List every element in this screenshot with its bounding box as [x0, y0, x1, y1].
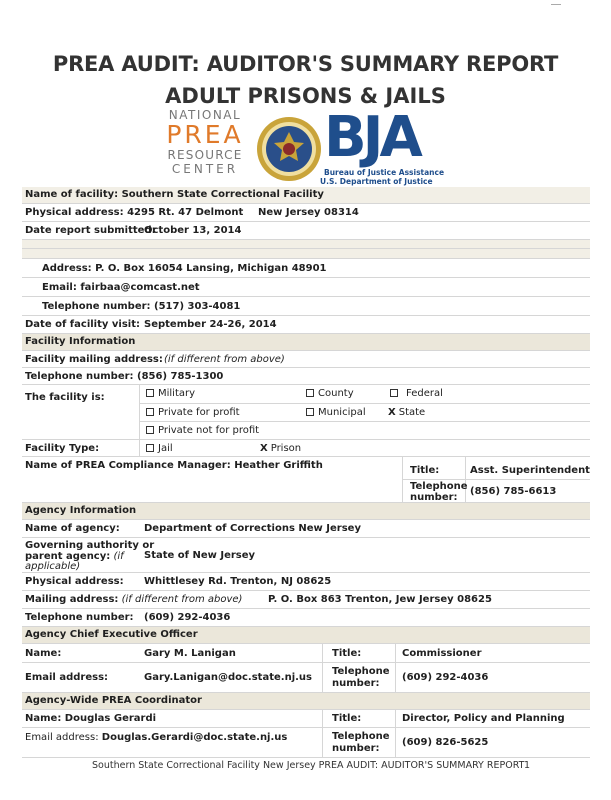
- governing-label-3: applicable): [25, 561, 81, 572]
- manager-telephone-label-1: Telephone: [410, 481, 468, 492]
- ceo-title-label: Title:: [332, 648, 362, 659]
- agency-mailing-label: Mailing address:: [25, 594, 119, 605]
- ceo-header: [22, 627, 590, 644]
- coordinator-title-label: Title:: [332, 713, 362, 724]
- agency-telephone-label: Telephone number:: [25, 612, 134, 623]
- coordinator-telephone-label-2: number:: [332, 743, 380, 754]
- auditor-email-row: [22, 278, 590, 297]
- option-federal[interactable]: [390, 388, 443, 399]
- nprc-logo: [160, 109, 250, 175]
- agency-telephone-row: [22, 609, 590, 627]
- bja-logo-sub1: Bureau of Justice Assistance: [324, 168, 445, 177]
- coordinator-title: Agency-Wide PREA Coordinator: [25, 695, 202, 706]
- coordinator-telephone-label-1: Telephone: [332, 731, 390, 742]
- facility-type-label: Facility Type:: [25, 443, 100, 454]
- summary-form: [22, 187, 590, 758]
- agency-telephone-value: (609) 292-4036: [144, 612, 231, 623]
- checkbox-icon: [146, 389, 154, 397]
- option-state-mark: X: [388, 407, 396, 418]
- ceo-telephone-value: (609) 292-4036: [402, 672, 489, 683]
- date-submitted-row: [22, 222, 590, 240]
- checkbox-icon: [146, 444, 154, 452]
- nprc-logo-line1: NATIONAL: [168, 108, 242, 122]
- auditor-telephone-row: [22, 297, 590, 316]
- facility-mailing-label: Facility mailing address:: [25, 354, 163, 365]
- facility-info-header: [22, 334, 590, 351]
- coordinator-name: Name: Douglas Gerardi: [25, 713, 157, 724]
- option-military[interactable]: [146, 388, 195, 399]
- agency-mailing-value: P. O. Box 863 Trenton, Jew Jersey 08625: [268, 594, 492, 605]
- ceo-telephone-label-1: Telephone: [332, 666, 390, 677]
- facility-address-row: [22, 204, 590, 222]
- nprc-logo-line2: PREA: [166, 120, 244, 149]
- manager-telephone-value: (856) 785-6613: [470, 486, 557, 497]
- auditor-address-row: [22, 259, 590, 278]
- visit-date-row: [22, 316, 590, 334]
- spacer-row: [22, 240, 590, 249]
- bja-logo-sub2: U.S. Department of Justice: [320, 177, 433, 186]
- governing-label-2: parent agency:: [25, 551, 111, 562]
- agency-physical-label: Physical address:: [25, 576, 124, 587]
- facility-address: Physical address: 4295 Rt. 47 Delmont: [25, 207, 244, 218]
- auditor-email: Email: fairbaa@comcast.net: [42, 282, 200, 293]
- checkbox-icon: [306, 408, 314, 416]
- facility-type-prison[interactable]: [260, 443, 301, 454]
- facility-mailing-note: (if different from above): [164, 354, 285, 365]
- option-private-profit-label: Private for profit: [158, 407, 240, 418]
- option-county-label: County: [318, 388, 354, 399]
- scan-mark: [551, 4, 561, 5]
- agency-name-label: Name of agency:: [25, 523, 120, 534]
- agency-name-row: [22, 520, 590, 538]
- facility-type-prison-mark: X: [260, 443, 268, 454]
- agency-mailing-row: [22, 591, 590, 609]
- facility-type-row: [22, 440, 590, 457]
- governing-label-1: Governing authority or: [25, 540, 155, 551]
- facility-is-block: [22, 385, 590, 440]
- governing-label-2b: (if: [113, 551, 124, 562]
- visit-date-label: Date of facility visit:: [25, 319, 140, 330]
- ceo-name-value: Gary M. Lanigan: [144, 648, 236, 659]
- ceo-name-label: Name:: [25, 648, 62, 659]
- checkbox-icon: [390, 389, 398, 397]
- page-number: 1: [524, 760, 531, 771]
- coordinator-email-label: Email address:: [25, 732, 99, 743]
- facility-is-label: The facility is:: [25, 392, 105, 403]
- report-subtitle: ADULT PRISONS & JAILS: [165, 84, 446, 108]
- option-federal-label: Federal: [406, 388, 443, 399]
- facility-address-state: New Jersey 08314: [258, 207, 359, 218]
- footer-text: Southern State Correctional Facility New Jersey PREA AUDIT: AUDITOR'S SUMMARY REPORT: [92, 760, 525, 771]
- doj-seal-icon: [256, 116, 322, 182]
- option-state[interactable]: [388, 407, 425, 418]
- governing-value: State of New Jersey: [144, 550, 256, 561]
- ceo-telephone-label-2: number:: [332, 678, 380, 689]
- coordinator-name-row: [22, 710, 590, 728]
- option-military-label: Military: [158, 388, 196, 399]
- facility-info-title: Facility Information: [25, 336, 136, 347]
- nprc-logo-line3: RESOURCE: [167, 148, 243, 162]
- date-submitted-label: Date report submitted:: [25, 225, 156, 236]
- agency-info-header: [22, 503, 590, 520]
- manager-title-label: Title:: [410, 465, 440, 476]
- coordinator-header: [22, 693, 590, 710]
- facility-type-jail[interactable]: [146, 443, 173, 454]
- option-municipal[interactable]: [306, 407, 366, 418]
- option-county[interactable]: [306, 388, 354, 399]
- visit-date-value: September 24-26, 2014: [144, 319, 277, 330]
- agency-mailing-note: (if different from above): [121, 594, 243, 605]
- checkbox-icon: [146, 426, 154, 434]
- auditor-address: Address: P. O. Box 16054 Lansing, Michigan 48901: [42, 263, 327, 274]
- coordinator-telephone-value: (609) 826-5625: [402, 737, 489, 748]
- checkbox-icon: [306, 389, 314, 397]
- ceo-title: Agency Chief Executive Officer: [25, 629, 198, 640]
- ceo-title-value: Commissioner: [402, 648, 482, 659]
- coordinator-title-value: Director, Policy and Planning: [402, 713, 565, 724]
- compliance-manager-block: [22, 457, 590, 503]
- facility-name-row: [22, 187, 590, 204]
- option-private-nonprofit-label: Private not for profit: [158, 425, 260, 436]
- bja-logo: [318, 105, 448, 190]
- facility-name: Name of facility: Southern State Correctional Facility: [25, 189, 324, 200]
- option-state-label: State: [398, 407, 426, 418]
- agency-physical-value: Whittlesey Rd. Trenton, NJ 08625: [144, 576, 332, 587]
- facility-telephone: Telephone number: (856) 785-1300: [25, 371, 224, 382]
- nprc-logo-line4: CENTER: [171, 162, 239, 176]
- manager-title-value: Asst. Superintendent: [470, 465, 590, 476]
- agency-physical-row: [22, 573, 590, 591]
- ceo-name-row: [22, 644, 590, 663]
- date-submitted-value: October 13, 2014: [144, 225, 242, 236]
- option-private-nonprofit[interactable]: [146, 425, 259, 436]
- facility-telephone-row: [22, 368, 590, 385]
- coordinator-email-value: Douglas.Gerardi@doc.state.nj.us: [101, 732, 288, 743]
- bja-logo-letters: BJA: [324, 105, 419, 170]
- facility-type-prison-label: Prison: [270, 443, 302, 454]
- option-municipal-label: Municipal: [318, 407, 366, 418]
- manager-telephone-label-2: number:: [410, 492, 458, 503]
- spacer-row: [22, 249, 590, 259]
- report-title: PREA AUDIT: AUDITOR'S SUMMARY REPORT: [52, 52, 559, 76]
- agency-name-value: Department of Corrections New Jersey: [144, 523, 361, 534]
- facility-type-jail-label: Jail: [158, 443, 173, 454]
- coordinator-email-row: [22, 728, 590, 758]
- governing-authority-row: [22, 538, 590, 573]
- ceo-email-row: [22, 663, 590, 693]
- facility-mailing-row: [22, 351, 590, 368]
- compliance-manager: Name of PREA Compliance Manager: Heather Griffith: [25, 460, 323, 471]
- agency-info-title: Agency Information: [25, 505, 137, 516]
- ceo-email-label: Email address:: [25, 672, 109, 683]
- option-private-profit[interactable]: [146, 407, 240, 418]
- checkbox-icon: [146, 408, 154, 416]
- auditor-telephone: Telephone number: (517) 303-4081: [42, 301, 241, 312]
- ceo-email-value: Gary.Lanigan@doc.state.nj.us: [144, 672, 312, 683]
